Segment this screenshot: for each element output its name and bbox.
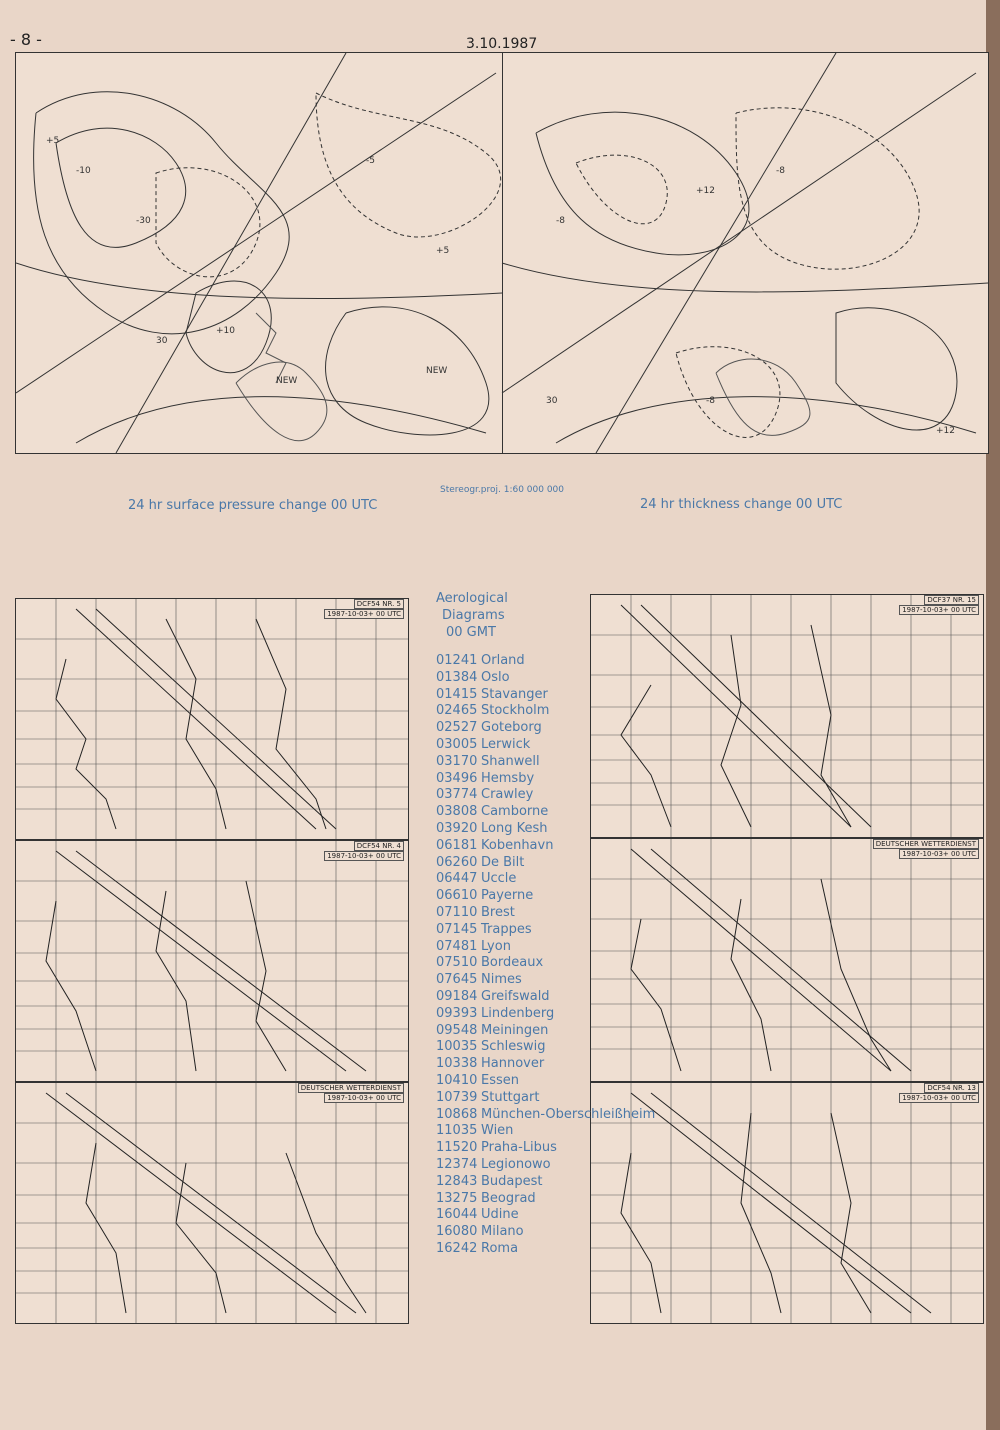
diagram-date: 1987-10-03+ 00 UTC [899, 849, 979, 859]
station-code: 03496 [436, 770, 478, 786]
station-code: 12843 [436, 1173, 478, 1189]
diagram-label: DCF37 NR. 15 [924, 595, 979, 605]
station-code: 06260 [436, 854, 478, 870]
station-item [436, 1241, 655, 1258]
station-code: 10739 [436, 1089, 478, 1105]
station-name: Kobenhavn [481, 837, 554, 853]
station-item [436, 1006, 655, 1023]
diagram-grid [16, 599, 408, 839]
station-code: 02527 [436, 720, 478, 736]
station-name: Oslo [481, 669, 510, 685]
station-name: Milano [481, 1224, 524, 1240]
station-code: 09548 [436, 1022, 478, 1038]
station-name: Meiningen [481, 1022, 549, 1038]
station-name: Schleswig [481, 1039, 546, 1055]
station-item [436, 939, 655, 956]
station-item [436, 838, 655, 855]
station-item [436, 989, 655, 1006]
diagram-date: 1987-10-03+ 00 UTC [899, 605, 979, 615]
station-code: 07510 [436, 955, 478, 971]
weather-maps-panel [15, 52, 989, 454]
station-code: 07110 [436, 904, 478, 920]
station-item [436, 754, 655, 771]
station-name: Stockholm [481, 703, 550, 719]
page-number: - 8 - [10, 30, 42, 49]
station-item [436, 1073, 655, 1090]
station-item [436, 1224, 655, 1241]
station-item [436, 972, 655, 989]
station-code: 10410 [436, 1072, 478, 1088]
svg-text:30: 30 [156, 336, 168, 346]
station-code: 07645 [436, 972, 478, 988]
diagram-label: DCF54 NR. 5 [354, 599, 404, 609]
station-item [436, 670, 655, 687]
station-code: 01241 [436, 653, 478, 668]
station-item [436, 955, 655, 972]
station-name: Greifswald [481, 988, 550, 1004]
station-code: 03920 [436, 820, 478, 836]
station-item [436, 737, 655, 754]
svg-text:+12: +12 [696, 186, 715, 196]
svg-text:+12: +12 [936, 426, 955, 436]
diagram-date: 1987-10-03+ 00 UTC [324, 609, 404, 619]
station-name: Stavanger [481, 686, 548, 702]
station-name: Stuttgart [481, 1089, 540, 1105]
diagram-grid [16, 1083, 408, 1323]
station-item [436, 1023, 655, 1040]
svg-text:-8: -8 [706, 396, 715, 406]
station-code: 13275 [436, 1190, 478, 1206]
svg-text:-10: -10 [76, 166, 91, 176]
station-code: 10868 [436, 1106, 478, 1122]
station-name: Payerne [481, 888, 534, 904]
svg-text:30: 30 [546, 396, 558, 406]
station-name: Hemsby [481, 770, 535, 786]
station-name: Crawley [481, 787, 534, 803]
station-code: 09184 [436, 988, 478, 1004]
station-name: Roma [481, 1240, 519, 1256]
station-code: 11520 [436, 1140, 478, 1156]
station-item [436, 1157, 655, 1174]
svg-text:-8: -8 [776, 166, 785, 176]
station-name: Legionowo [481, 1156, 551, 1172]
station-code: 16044 [436, 1207, 478, 1223]
station-item [436, 804, 655, 821]
station-code: 11035 [436, 1123, 478, 1139]
station-name: Budapest [481, 1173, 543, 1189]
station-name: De Bilt [481, 854, 525, 870]
legend-title-line: Aerological [436, 591, 508, 606]
svg-text:+5: +5 [46, 136, 60, 146]
station-item [436, 855, 655, 872]
station-code: 12374 [436, 1156, 478, 1172]
station-name: Beograd [481, 1190, 536, 1206]
station-name: Lyon [481, 938, 511, 954]
station-item [436, 720, 655, 737]
station-item [436, 871, 655, 888]
station-name: Orland [481, 653, 525, 668]
station-code: 16242 [436, 1240, 478, 1256]
diagram-label: DEUTSCHER WETTERDIENST [873, 839, 979, 849]
diagram-label: DEUTSCHER WETTERDIENST [298, 1083, 404, 1093]
station-item [436, 1140, 655, 1157]
diagram-label: DCF54 NR. 13 [924, 1083, 979, 1093]
station-name: Nimes [481, 972, 522, 988]
station-item [436, 771, 655, 788]
legend-title-line: 00 GMT [446, 625, 496, 640]
station-name: Shanwell [481, 753, 540, 769]
station-item [436, 1090, 655, 1107]
station-item [436, 905, 655, 922]
station-name: München-Oberschleißheim [481, 1106, 656, 1122]
station-item [436, 1191, 655, 1208]
station-name: Praha-Libus [481, 1140, 557, 1156]
station-name: Trappes [481, 921, 532, 937]
map-divider [502, 53, 503, 453]
station-code: 09393 [436, 1005, 478, 1021]
svg-text:+5: +5 [436, 246, 450, 256]
station-name: Bordeaux [481, 955, 544, 971]
station-code: 07145 [436, 921, 478, 937]
projection-note: Stereogr.proj. 1:60 000 000 [440, 485, 565, 495]
station-code: 03005 [436, 736, 478, 752]
station-list [436, 653, 655, 1258]
legend-title-line: Diagrams [442, 608, 505, 623]
svg-text:-30: -30 [136, 216, 151, 226]
station-item [436, 1107, 655, 1124]
station-item [436, 687, 655, 704]
station-name: Essen [481, 1072, 519, 1088]
station-name: Udine [481, 1207, 519, 1223]
station-code: 03808 [436, 804, 478, 820]
station-name: Long Kesh [481, 820, 548, 836]
station-item [436, 787, 655, 804]
station-item [436, 922, 655, 939]
station-code: 16080 [436, 1224, 478, 1240]
svg-text:NEW: NEW [276, 376, 298, 386]
diagram-date: 1987-10-03+ 00 UTC [899, 1093, 979, 1103]
page-date: 3.10.1987 [466, 36, 538, 52]
station-code: 06181 [436, 837, 478, 853]
aerological-diagram [15, 598, 409, 840]
station-name: Brest [481, 904, 515, 920]
svg-text:NEW: NEW [426, 366, 448, 376]
station-item [436, 1174, 655, 1191]
aerological-diagram [15, 840, 409, 1082]
diagram-grid [16, 841, 408, 1081]
svg-text:-8: -8 [556, 216, 565, 226]
station-item [436, 1056, 655, 1073]
diagram-label: DCF54 NR. 4 [354, 841, 404, 851]
station-code: 01415 [436, 686, 478, 702]
station-name: Goteborg [481, 720, 542, 736]
left-map-caption: 24 hr surface pressure change 00 UTC [128, 498, 378, 513]
station-name: Lerwick [481, 736, 531, 752]
station-code: 03170 [436, 753, 478, 769]
right-map-caption: 24 hr thickness change 00 UTC [640, 497, 843, 512]
station-code: 03774 [436, 787, 478, 803]
diagram-date: 1987-10-03+ 00 UTC [324, 1093, 404, 1103]
station-code: 01384 [436, 669, 478, 685]
station-code: 07481 [436, 938, 478, 954]
station-item [436, 821, 655, 838]
diagram-date: 1987-10-03+ 00 UTC [324, 851, 404, 861]
station-code: 06447 [436, 871, 478, 887]
station-item [436, 703, 655, 720]
station-name: Camborne [481, 804, 549, 820]
station-item [436, 1039, 655, 1056]
station-name: Wien [481, 1123, 514, 1139]
svg-text:-5: -5 [366, 156, 375, 166]
aerological-diagram [15, 1082, 409, 1324]
station-code: 10035 [436, 1039, 478, 1055]
station-item [436, 1123, 655, 1140]
station-name: Hannover [481, 1056, 545, 1072]
station-item [436, 653, 655, 670]
station-item [436, 1207, 655, 1224]
svg-text:+10: +10 [216, 326, 235, 336]
station-code: 10338 [436, 1056, 478, 1072]
legend-title [436, 590, 655, 641]
station-legend [436, 590, 655, 1258]
station-name: Uccle [481, 871, 517, 887]
station-name: Lindenberg [481, 1005, 555, 1021]
station-item [436, 888, 655, 905]
station-code: 02465 [436, 703, 478, 719]
station-code: 06610 [436, 888, 478, 904]
